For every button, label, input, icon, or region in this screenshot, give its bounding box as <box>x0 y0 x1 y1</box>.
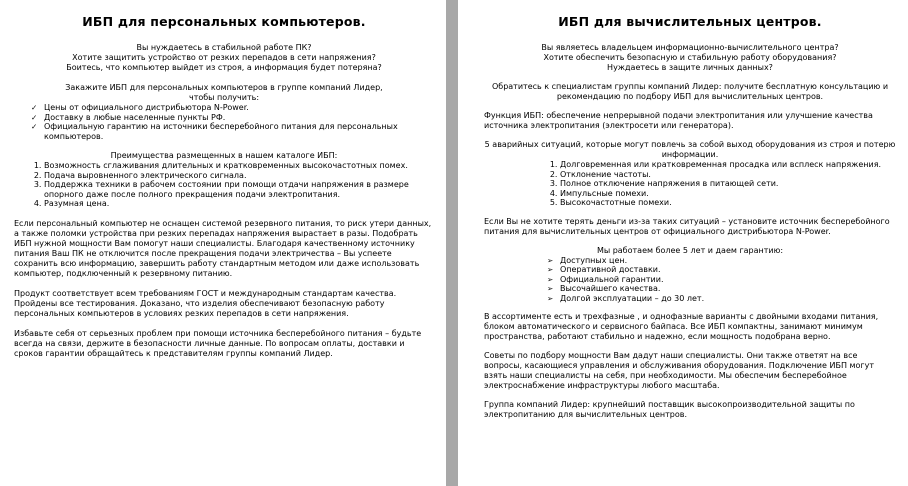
right-emergencies-heading: 5 аварийных ситуаций, которые могут повлечь за собой выход оборудования из строя и потерю информации. <box>484 140 896 159</box>
right-emergencies-list <box>484 160 896 208</box>
left-intro-line-2: Хотите защитить устройство от резких перепадов в сети напряжения? <box>72 53 376 62</box>
right-intro-line-2: Хотите обеспечить безопасную и стабильную работу оборудования? <box>543 53 837 62</box>
right-intro-line-1: Вы являетесь владельцем информационно-вычислительного центра? <box>541 43 839 52</box>
list-item: 4. Разумная цена. <box>44 199 434 209</box>
list-item: ✓ Доставку в любые населенные пункты РФ. <box>44 113 434 123</box>
right-contact-text: Обратитесь к специалистам группы компаний Лидер: получите бесплатную консультацию и рекомендацию по подбору ИБП для вычислительных центров. <box>491 82 889 101</box>
list-item: 2. Подача выровненного электрического сигнала. <box>44 171 434 181</box>
list-item: ✓ Цены от официального дистрибьютора N-Power. <box>44 103 434 113</box>
right-page <box>458 0 908 486</box>
list-item: ➢ Доступных цен. <box>560 256 896 266</box>
right-paragraph-advice: Советы по подбору мощности Вам дадут наши специалисты. Они также ответят на все вопросы, касающиеся управления и обслуживания оборудования. Подключение ИБП могут взять наши специалисты на себя, при необходимости. Мы обеспечим бесперебойное электроснабжение инфраструктуры любого масштаба. <box>484 351 875 390</box>
left-order-line-1: Закажите ИБП для персональных компьютеров в группе компаний Лидер, <box>65 83 383 92</box>
right-guarantee-heading: Мы работаем более 5 лет и даем гарантию: <box>596 245 784 255</box>
list-item: 1. Возможность сглаживания длительных и кратковременных высокочастотных помех. <box>44 161 434 171</box>
list-item: 3. Полное отключение напряжения в питающей сети. <box>560 179 896 189</box>
right-page-title: ИБП для вычислительных центров. <box>558 14 822 29</box>
left-intro-line-3: Боитесь, что компьютер выйдет из строя, а информация будет потеряна? <box>66 63 382 72</box>
page-divider <box>446 0 458 486</box>
left-paragraph-contact: Избавьте себя от серьезных проблем при помощи источника бесперебойного питания – будьте всегда на связи, держите в безопасности личные данные. По вопросам оплаты, доставки и сроков гарантии обращайтесь к представителям группы компаний Лидер. <box>14 328 422 358</box>
list-item: 5. Высокочастотные помехи. <box>560 198 896 208</box>
left-order-line-2: чтобы получить: <box>188 93 260 102</box>
list-item: 3. Поддержка техники в рабочем состоянии при помощи отдачи напряжения в размере опорного даже после полного прекращения подачи электропитания. <box>44 180 434 199</box>
left-intro-line-1: Вы нуждаетесь в стабильной работе ПК? <box>136 43 312 52</box>
right-guarantee-list <box>484 256 896 304</box>
left-benefits-list <box>14 103 434 141</box>
right-install-text: Если Вы не хотите терять деньги из-за таких ситуаций – установите источник бесперебойного питания для вычислительных центров от официального дистрибьютора N-Power. <box>484 216 890 236</box>
left-paragraph-backup: Если персональный компьютер не оснащен системой резервного питания, то риск утери данных, а также поломки устройства при резких перепадах напряжения вырастает в разы. Подобрать ИБП нужной мощности Вам помогут наши специалисты. Благодаря качественному источнику питания Ваш ПК не отключится после прекращения подачи электричества – Вы успеете сохранить всю информацию, завершить работу стандартным методом или даже использовать компьютер, подключенный к резервному питанию. <box>14 218 432 278</box>
list-item: ➢ Оперативной доставки. <box>560 265 896 275</box>
right-function-text: Функция ИБП: обеспечение непрерывной подачи электропитания или улучшение качества источника электропитания (электросети или генератора). <box>484 111 873 130</box>
right-intro-line-3: Нуждаетесь в защите личных данных? <box>607 63 773 72</box>
left-page-title: ИБП для персональных компьютеров. <box>82 14 366 29</box>
left-advantages-heading: Преимущества размещенных в нашем каталоге ИБП: <box>110 151 338 160</box>
list-item: ➢ Официальной гарантии. <box>560 275 896 285</box>
list-item: 2. Отклонение частоты. <box>560 170 896 180</box>
right-paragraph-group: Группа компаний Лидер: крупнейший поставщик высокопроизводительной защиты по электропитанию для вычислительных центров. <box>484 400 855 419</box>
list-item: 1. Долговременная или кратковременная просадка или всплеск напряжения. <box>560 160 896 170</box>
left-paragraph-standards: Продукт соответствует всем требованиям ГОСТ и международным стандартам качества. Пройдены все тестирования. Доказано, что изделия обеспечивают безопасную работу персональных компьютеров в условиях резких перепадов в сети напряжения. <box>14 288 397 318</box>
list-item: ✓ Официальную гарантию на источники бесперебойного питания для персональных компьютеров. <box>44 122 434 141</box>
list-item: ➢ Долгой эксплуатации – до 30 лет. <box>560 294 896 304</box>
list-item: ➢ Высочайшего качества. <box>560 284 896 294</box>
left-page <box>0 0 446 486</box>
list-item: 4. Импульсные помехи. <box>560 189 896 199</box>
right-paragraph-assortment: В ассортименте есть и трехфазные , и однофазные варианты с двойными входами питания, блоком автоматического и сервисного байпаса. Все ИБП компактны, занимают минимум пространства, работают стабильно и надежно, если мощность подобрана верно. <box>484 312 879 341</box>
left-advantages-list <box>14 161 434 209</box>
